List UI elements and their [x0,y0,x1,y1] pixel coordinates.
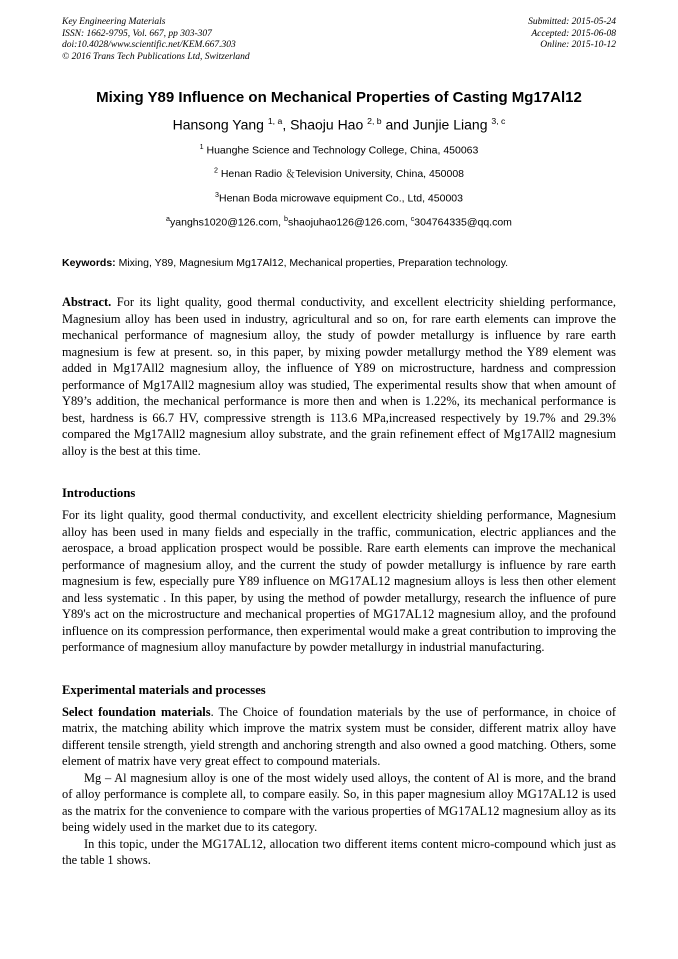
emails-line [62,215,616,229]
author-3-superscript: 3, c [491,116,506,126]
affiliation-3-text: Henan Boda microwave equipment Co., Ltd, 450003 [218,192,463,205]
affiliation-2-superscript: 2 [213,166,218,175]
email-b-superscript: b [284,214,288,223]
select-foundation-materials-label: Select foundation materials [62,704,211,719]
select-foundation-materials-text: . The Choice of foundation materials by the use of performance, in choice of matrix, the matching ability which improve the matrix system must be consider, different matrix alloy have different tensile strength, yield strength and anchoring strength and also owned a good matching. Others, some element of matrix have very great effect to compound materials. [62,704,617,769]
authors-line [62,116,616,133]
journal-header [62,17,616,63]
affiliation-1 [62,143,616,157]
affiliation-3-superscript: 3 [215,191,219,200]
accepted-date: Accepted: 2015-06-08 [531,28,616,39]
abstract-paragraph [62,294,616,459]
journal-title: Key Engineering Materials [62,17,166,27]
email-c: 304764335@qq.com [414,216,512,229]
email-a-superscript: a [166,214,171,223]
affiliation-2 [62,166,616,181]
author-separator-1: , [282,116,291,133]
journal-issn-volume: ISSN: 1662-9795, Vol. 667, pp 303-307 [62,28,212,39]
journal-copyright: © 2016 Trans Tech Publications Ltd, Switzerland [62,51,250,62]
author-3-name: Junjie Liang [412,116,492,133]
keywords-label: Keywords: [62,257,116,270]
author-1-name: Hansong Yang [172,116,268,133]
affiliation-2-text: Henan Radio ＆Television University, China, 450008 [217,168,465,181]
journal-doi: doi:10.4028/www.scientific.net/KEM.667.303 [62,40,236,50]
abstract-label: Abstract. [62,295,112,310]
select-foundation-materials-paragraph [62,704,616,770]
affiliation-1-text: Huanghe Science and Technology College, China, 450063 [203,144,479,157]
abstract-text: For its light quality, good thermal conductivity, and excellent electricity shielding performance, Magnesium alloy has been used in industry, agricultural and so on, for rare earth elements can improve the mechanical performance of magnesium alloy, the study of powder metallurgy is influence by rare earth magnesium is few at present. so, in this paper, by mixing powder metallurgy method the Y89 element was added in Mg17All2 magnesium alloy, the influence of Y89 on microstructure, hardness and compression performance of Mg17All2 magnesium alloy was studied, The experimental results show that when amount of Y89’s addition, the mechanical performance is more then and when is 1.22%, its mechanical performance is best, hardness is 66.7 HV, compressive strength is 113.6 MPa,increased respectively by 19.7% and 29.3% compared the Mg17All2 magnesium alloy substrate, and the grain refinement effect of Mg17All2 magnesium alloy is the best at this time. [62,295,616,458]
author-2-name: Shaoju Hao [290,116,368,133]
author-2-superscript: 2, b [367,116,382,126]
email-b: shaojuhao126@126.com, [287,216,411,229]
section-heading-experimental: Experimental materials and processes [62,682,266,697]
affiliation-3 [62,191,616,205]
keywords-line [62,256,616,270]
allocation-paragraph: In this topic, under the MG17AL12, allocation two different items content micro-compound which just as the table 1 shows. [62,836,616,868]
email-c-superscript: c [410,214,415,223]
online-date: Online: 2015-10-12 [540,40,616,50]
section-heading-introductions: Introductions [62,486,136,501]
submission-dates-block [528,17,616,63]
affiliation-1-superscript: 1 [199,142,204,151]
journal-info-block [62,17,250,63]
paper-title: Mixing Y89 Influence on Mechanical Properties of Casting Mg17Al12 [96,89,582,106]
submitted-date: Submitted: 2015-05-24 [528,17,616,27]
author-separator-2: and [381,116,413,133]
introductions-paragraph: For its light quality, good thermal conductivity, and excellent electricity shielding performance, Magnesium alloy has been used in many fields and especially in the traffic, communication, electric appliances and the aerospace, a broad application prospect would be possible. Rare earth elements can improve the mechanical performance of magnesium alloy, and the current the study of powder metallurgy is influence by rare earth magnesium is few, especially pure Y89 influence on MG17AL12 magnesium alloys is less then other element and less systematic . In this paper, by using the method of powder metallurgy, research the influence of pure Y89's act on the microstructure and mechanical properties of MG17AL12 magnesium alloy, and the profound influence on its compression performance, then experimental would make a great contribution to improving the performance of magnesium alloy manufacture by powder metallurgy in industrial manufacturing. [62,508,616,655]
mg-al-alloy-paragraph: Mg – Al magnesium alloy is one of the most widely used alloys, the content of Al is more, and the brand of alloy performance is complete all, to compare easily. So, in this paper magnesium alloy MG17AL12 is used as the matrix for the convenience to compare with the various properties of MG17AL12 magnesium alloy as its being widely used in the market due to its category. [62,770,616,835]
email-a: yanghs1020@126.com, [170,216,284,229]
author-1-superscript: 1, a [267,116,283,126]
keywords-text: Mixing, Y89, Magnesium Mg17Al12, Mechanical properties, Preparation technology. [115,257,509,270]
